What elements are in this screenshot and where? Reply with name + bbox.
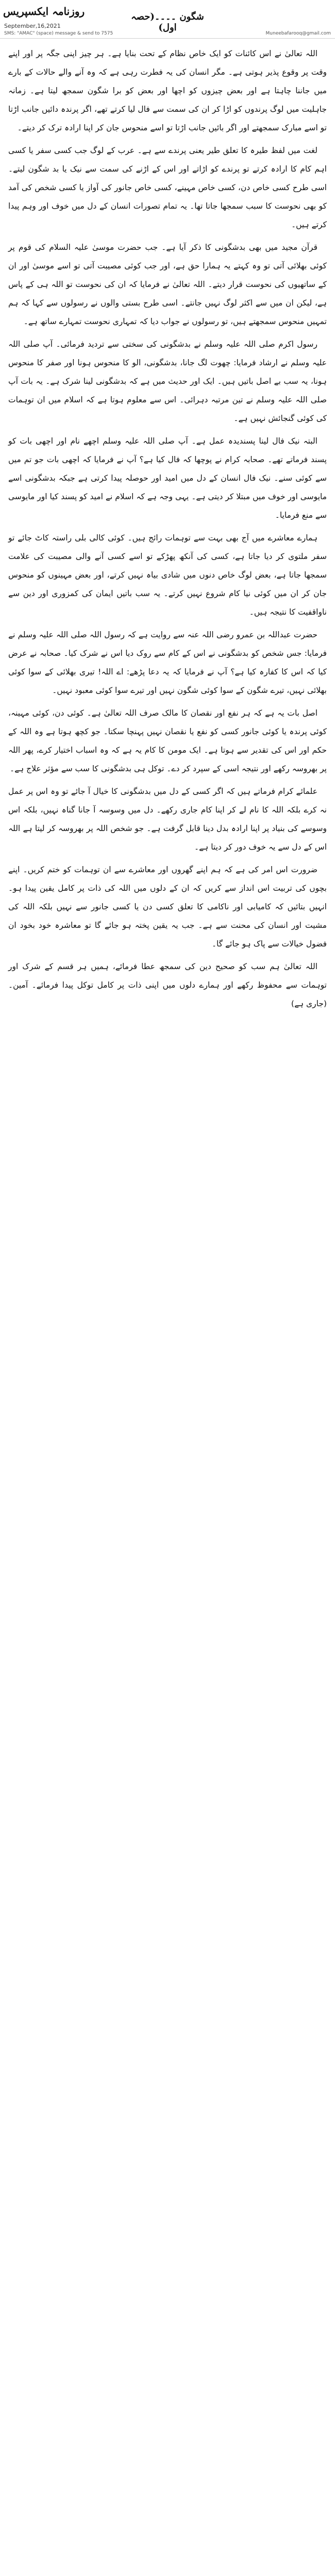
article-paragraph: لغت میں لفظ طیرہ کا تعلق طیر یعنی پرندے سے ہے۔ عرب کے لوگ جب کسی سفر یا کسی اہم کام کا ارادہ کرتے تو پرندے کو اڑاتے اور اس کے اڑنے کی سمت سے نیک یا بد شگون لیتے۔ اسی طرح کسی خاص دن، کسی خاص مہینے، کسی خاص جانور کی آواز یا کسی شخص کی آمد کو بھی نحوست کا سبب سمجھا جاتا تھا۔ یہ تمام تصورات انسان کے دل میں خوف اور وہم پیدا کرتے ہیں۔ [8, 146, 327, 229]
article-paragraph: حضرت عبداللہ بن عمرو رضی اللہ عنہ سے روایت ہے کہ رسول اللہ صلی اللہ علیہ وسلم نے فرمایا: جس شخص کو بدشگونی نے اس کے کام سے روک دیا اس نے شرک کیا۔ صحابہ نے عرض کیا کہ اس کا کفارہ کیا ہے؟ آپ نے فرمایا کہ یہ دعا پڑھے: اے اللہ! تیری بھلائی کے سوا کوئی بھلائی نہیں، تیرے شگون کے سوا کوئی شگون نہیں اور تیرے سوا کوئی معبود نہیں۔ [8, 630, 327, 695]
article-body [8, 44, 327, 1017]
article-paragraph: قرآن مجید میں بھی بدشگونی کا ذکر آیا ہے۔ جب حضرت موسیٰ علیہ السلام کی قوم پر کوئی بھلائی آتی تو وہ کہتے یہ ہمارا حق ہے، اور جب کوئی مصیبت آتی تو اسے موسیٰ اور ان کے ساتھیوں کی نحوست قرار دیتے۔ اللہ تعالیٰ نے فرمایا کہ ان کی نحوست تو اللہ ہی کے پاس ہے، لیکن ان میں سے اکثر لوگ نہیں جانتے۔ اسی طرح بستی والوں نے رسولوں سے کہا کہ ہم تمہیں منحوس سمجھتے ہیں، تو رسولوں نے جواب دیا کہ تمہاری نحوست تمہارے ساتھ ہے۔ [8, 243, 327, 326]
article-paragraph: رسول اکرم صلی اللہ علیہ وسلم نے بدشگونی کی سختی سے تردید فرمائی۔ آپ صلی اللہ علیہ وسلم نے ارشاد فرمایا: چھوت لگ جانا، بدشگونی، الو کا منحوس ہونا اور صفر کا منحوس ہونا، یہ سب بے اصل باتیں ہیں۔ ایک اور حدیث میں ہے کہ بدشگونی لینا شرک ہے۔ یہ بات آپ صلی اللہ علیہ وسلم نے تین مرتبہ دہرائی۔ اس سے معلوم ہوتا ہے کہ اسلام میں ان توہمات کی کوئی گنجائش نہیں ہے۔ [8, 340, 327, 423]
article-paragraph: اللہ تعالیٰ نے اس کائنات کو ایک خاص نظام کے تحت بنایا ہے۔ ہر چیز اپنی جگہ پر اور اپنے وقت پر وقوع پذیر ہوتی ہے۔ مگر انسان کی یہ فطرت رہی ہے کہ وہ آنے والے حالات کے بارے میں جاننا چاہتا ہے اور بعض چیزوں کو اچھا اور بعض کو برا شگون سمجھ لیتا ہے۔ زمانہ جاہلیت میں لوگ پرندوں کو اڑا کر ان کی سمت سے فال لیا کرتے تھے، اگر پرندہ دائیں جانب اڑتا تو اسے مبارک سمجھتے اور اگر بائیں جانب اڑتا تو اسے منحوس جان کر اپنا ارادہ ترک کر دیتے۔ [8, 49, 327, 132]
sms-info: SMS: "AMAC" (space) message & send to 7575 [4, 31, 113, 36]
article-paragraph: ضرورت اس امر کی ہے کہ ہم اپنے گھروں اور معاشرے سے ان توہمات کو ختم کریں۔ اپنے بچوں کی تربیت اس انداز سے کریں کہ ان کے دلوں میں اللہ کی ذات پر کامل یقین پیدا ہو۔ انہیں بتائیں کہ کامیابی اور ناکامی کا تعلق کسی دن یا کسی جانور سے نہیں بلکہ اللہ کی مشیت اور انسان کی محنت سے ہے۔ جب یہ یقین پختہ ہو جائے گا تو معاشرہ خود بخود ان فضول خیالات سے پاک ہو جائے گا۔ [8, 865, 327, 948]
newspaper-logo: روزنامہ ایکسپریس [3, 5, 85, 18]
column-title: شگون ۔۔۔۔(حصہ اول) [131, 11, 204, 33]
masthead [0, 0, 335, 39]
article-paragraph: اللہ تعالیٰ ہم سب کو صحیح دین کی سمجھ عطا فرمائے، ہمیں ہر قسم کے شرک اور توہمات سے محفوظ رکھے اور ہمارے دلوں میں اپنی ذات پر کامل توکل پیدا فرمائے۔ آمین۔ (جاری ہے) [8, 962, 327, 1008]
article-paragraph: ہمارے معاشرے میں آج بھی بہت سے توہمات رائج ہیں۔ کوئی کالی بلی راستہ کاٹ جائے تو سفر ملتوی کر دیا جاتا ہے، کسی کی آنکھ پھڑکے تو اسے کسی آنے والی مصیبت کی علامت سمجھا جاتا ہے، بعض لوگ خاص دنوں میں شادی بیاہ نہیں کرتے، اور بعض مہینوں کو منحوس جان کر ان میں کوئی نیا کام شروع نہیں کرتے۔ یہ سب باتیں ایمان کی کمزوری اور دین سے ناواقفیت کا نتیجہ ہیں۔ [8, 533, 327, 617]
author-email: Muneebafarooq@gmail.com [265, 31, 331, 36]
article-paragraph: علمائے کرام فرماتے ہیں کہ اگر کسی کے دل میں بدشگونی کا خیال آ جائے تو وہ اس پر عمل نہ کرے بلکہ اللہ کا نام لے کر اپنا کام جاری رکھے۔ دل میں وسوسہ آ جانا گناہ نہیں، بلکہ اس وسوسے کی بنیاد پر اپنا ارادہ بدل دینا قابل گرفت ہے۔ جو شخص اللہ پر بھروسہ کر لیتا ہے اللہ اس کے دل سے یہ خوف دور کر دیتا ہے۔ [8, 787, 327, 852]
publish-date: September,16,2021 [4, 23, 61, 29]
article-paragraph: اصل بات یہ ہے کہ ہر نفع اور نقصان کا مالک صرف اللہ تعالیٰ ہے۔ کوئی دن، کوئی مہینہ، کوئی پرندہ یا کوئی جانور کسی کو نفع یا نقصان نہیں پہنچا سکتا۔ جو کچھ ہوتا ہے وہ اللہ کے حکم اور اس کی تقدیر سے ہوتا ہے۔ ایک مومن کا کام یہ ہے کہ وہ اسباب اختیار کرے، پھر اللہ پر بھروسہ رکھے اور نتیجہ اسی کے سپرد کر دے۔ توکل ہی بدشگونی کا سب سے مؤثر علاج ہے۔ [8, 708, 327, 773]
article-paragraph: البتہ نیک فال لینا پسندیدہ عمل ہے۔ آپ صلی اللہ علیہ وسلم اچھے نام اور اچھی بات کو پسند فرماتے تھے۔ صحابہ کرام نے پوچھا کہ فال کیا ہے؟ آپ نے فرمایا کہ اچھی بات جو تم میں سے کوئی سنے۔ نیک فال انسان کے دل میں امید اور حوصلہ پیدا کرتی ہے جبکہ بدشگونی اسے مایوسی اور خوف میں مبتلا کر دیتی ہے۔ یہی وجہ ہے کہ اسلام نے امید کو پسند کیا اور مایوسی سے منع فرمایا۔ [8, 436, 327, 520]
